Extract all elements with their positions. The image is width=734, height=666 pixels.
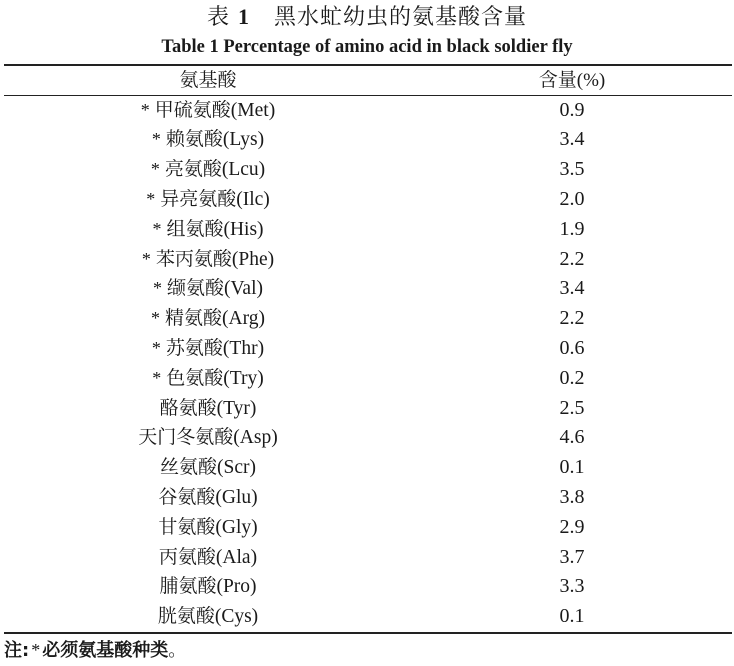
amino-acid-name-cn: 苯丙氨酸	[155, 247, 232, 270]
amino-acid-name-cell	[4, 125, 412, 155]
column-header-content: 含量(%)	[538, 69, 606, 91]
content-value-cell: 3.4	[559, 277, 585, 300]
amino-acid-abbr: (Lys)	[222, 129, 265, 151]
amino-acid-name-cn: 丝氨酸	[160, 456, 218, 479]
footnote	[4, 636, 186, 665]
amino-acid-name-cn: 酪氨酸	[159, 396, 217, 419]
amino-acid-abbr: (Arg)	[222, 308, 265, 330]
amino-acid-name-cn: 甘氨酸	[158, 515, 216, 538]
table-title-cn	[0, 2, 734, 33]
essential-marker: *	[151, 337, 161, 358]
table-row	[4, 423, 732, 453]
amino-acid-name-cn: 天门冬氨酸	[138, 426, 234, 449]
table-row	[4, 512, 732, 542]
amino-acid-name-cell	[4, 602, 412, 632]
amino-acid-name-cn: 胱氨酸	[157, 605, 215, 628]
footnote-label: 注:	[4, 640, 30, 661]
footnote-end: 。	[168, 640, 187, 661]
amino-acid-name-cell	[4, 155, 412, 185]
amino-acid-name-cn: 苏氨酸	[165, 336, 223, 359]
content-value-cell: 3.3	[559, 575, 585, 598]
content-value-cell: 4.6	[559, 426, 585, 449]
content-value-cell: 1.9	[559, 217, 585, 240]
table-row	[4, 334, 732, 364]
footnote-star: *	[31, 640, 41, 660]
essential-marker: *	[152, 367, 162, 388]
amino-acid-abbr: (Asp)	[233, 427, 278, 449]
table-row	[4, 244, 732, 274]
table-row	[4, 274, 732, 304]
amino-acid-name-cell	[4, 483, 412, 513]
content-value-cell: 0.1	[559, 456, 585, 479]
content-value-cell: 0.2	[559, 366, 585, 389]
amino-acid-abbr: (Met)	[230, 100, 276, 121]
content-value-cell: 3.5	[559, 158, 585, 181]
table-row	[4, 125, 732, 155]
amino-acid-name-cell	[4, 453, 412, 483]
amino-acid-table	[4, 66, 732, 632]
table-number: 1	[238, 4, 250, 29]
table-body	[4, 95, 732, 632]
amino-acid-name-cn: 组氨酸	[166, 217, 224, 240]
content-value-cell: 3.8	[559, 485, 585, 508]
amino-acid-name-cn: 甲硫氨酸	[154, 99, 231, 121]
amino-acid-name-cn: 缬氨酸	[167, 277, 225, 300]
table-row	[4, 185, 732, 215]
amino-acid-abbr: (Scr)	[217, 457, 256, 479]
amino-acid-name-cell	[4, 423, 412, 453]
table-row	[4, 602, 732, 632]
amino-acid-name-cn: 赖氨酸	[165, 128, 223, 151]
essential-marker: *	[151, 129, 161, 150]
amino-acid-abbr: (His)	[223, 218, 264, 240]
amino-acid-name-cn: 精氨酸	[165, 307, 223, 330]
amino-acid-name-cn: 脯氨酸	[159, 575, 217, 598]
table-row	[4, 483, 732, 513]
content-value-cell: 3.4	[559, 128, 585, 151]
content-value-cell: 2.2	[559, 247, 585, 270]
essential-marker: *	[153, 278, 162, 299]
amino-acid-name-cell	[4, 542, 412, 572]
content-value-cell: 0.6	[559, 336, 585, 359]
content-value-cell: 2.5	[559, 396, 585, 419]
essential-marker: *	[150, 159, 160, 180]
table-row	[4, 572, 732, 602]
table-row	[4, 453, 732, 483]
amino-acid-abbr: (Phe)	[231, 248, 275, 270]
table-header-row	[4, 66, 732, 95]
amino-acid-abbr: (Gly)	[215, 516, 258, 538]
table-title-prefix: 表	[206, 5, 230, 30]
amino-acid-abbr: (Glu)	[215, 486, 258, 508]
amino-acid-name-cn: 丙氨酸	[158, 545, 216, 568]
amino-acid-name-cell	[4, 274, 412, 304]
amino-acid-name-cell	[4, 214, 412, 244]
amino-acid-name-cell	[4, 244, 412, 274]
essential-marker: *	[151, 308, 160, 329]
amino-acid-name-cell	[4, 334, 412, 364]
table-row	[4, 363, 732, 393]
amino-acid-abbr: (Val)	[224, 278, 263, 300]
table-title-text: 黑水虻幼虫的氨基酸含量	[273, 5, 527, 30]
amino-acid-abbr: (Pro)	[216, 576, 257, 598]
table-row	[4, 95, 732, 125]
amino-acid-name-cell	[4, 363, 412, 393]
amino-acid-abbr: (Cys)	[214, 606, 259, 628]
amino-acid-abbr: (Thr)	[222, 337, 265, 359]
amino-acid-name-cell	[4, 185, 412, 215]
amino-acid-abbr: (Ilc)	[236, 188, 270, 210]
amino-acid-name-cell	[4, 512, 412, 542]
table-title-en: Table 1 Percentage of amino acid in black soldier fly	[161, 37, 573, 57]
amino-acid-abbr: (Ala)	[215, 546, 258, 568]
essential-marker: *	[152, 218, 162, 239]
content-value-cell: 0.1	[559, 605, 585, 628]
content-value-cell: 2.2	[559, 307, 585, 330]
amino-acid-name-cell	[4, 393, 412, 423]
table-row	[4, 304, 732, 334]
essential-marker: *	[146, 188, 156, 209]
footnote-text: 必须氨基酸种类	[42, 640, 169, 661]
content-value-cell: 0.9	[559, 99, 585, 121]
amino-acid-name-cn: 亮氨酸	[164, 158, 222, 181]
content-value-cell: 3.7	[559, 545, 585, 568]
table-row	[4, 542, 732, 572]
amino-acid-abbr: (Tyr)	[216, 397, 257, 419]
amino-acid-abbr: (Lcu)	[221, 159, 266, 181]
amino-acid-name-cell	[4, 304, 412, 334]
column-header-amino-acid: 氨基酸	[179, 69, 237, 91]
amino-acid-name-cell	[4, 95, 412, 125]
content-value-cell: 2.9	[559, 515, 585, 538]
essential-marker: *	[140, 100, 150, 120]
essential-marker: *	[141, 248, 151, 269]
amino-acid-name-cell	[4, 572, 412, 602]
amino-acid-name-cn: 色氨酸	[166, 366, 224, 389]
table-row	[4, 214, 732, 244]
table-row	[4, 393, 732, 423]
amino-acid-name-cn: 谷氨酸	[158, 485, 216, 508]
amino-acid-abbr: (Try)	[223, 367, 264, 389]
content-value-cell: 2.0	[559, 187, 585, 210]
bottom-rule	[4, 632, 732, 634]
table-row	[4, 155, 732, 185]
amino-acid-name-cn: 异亮氨酸	[160, 187, 237, 210]
